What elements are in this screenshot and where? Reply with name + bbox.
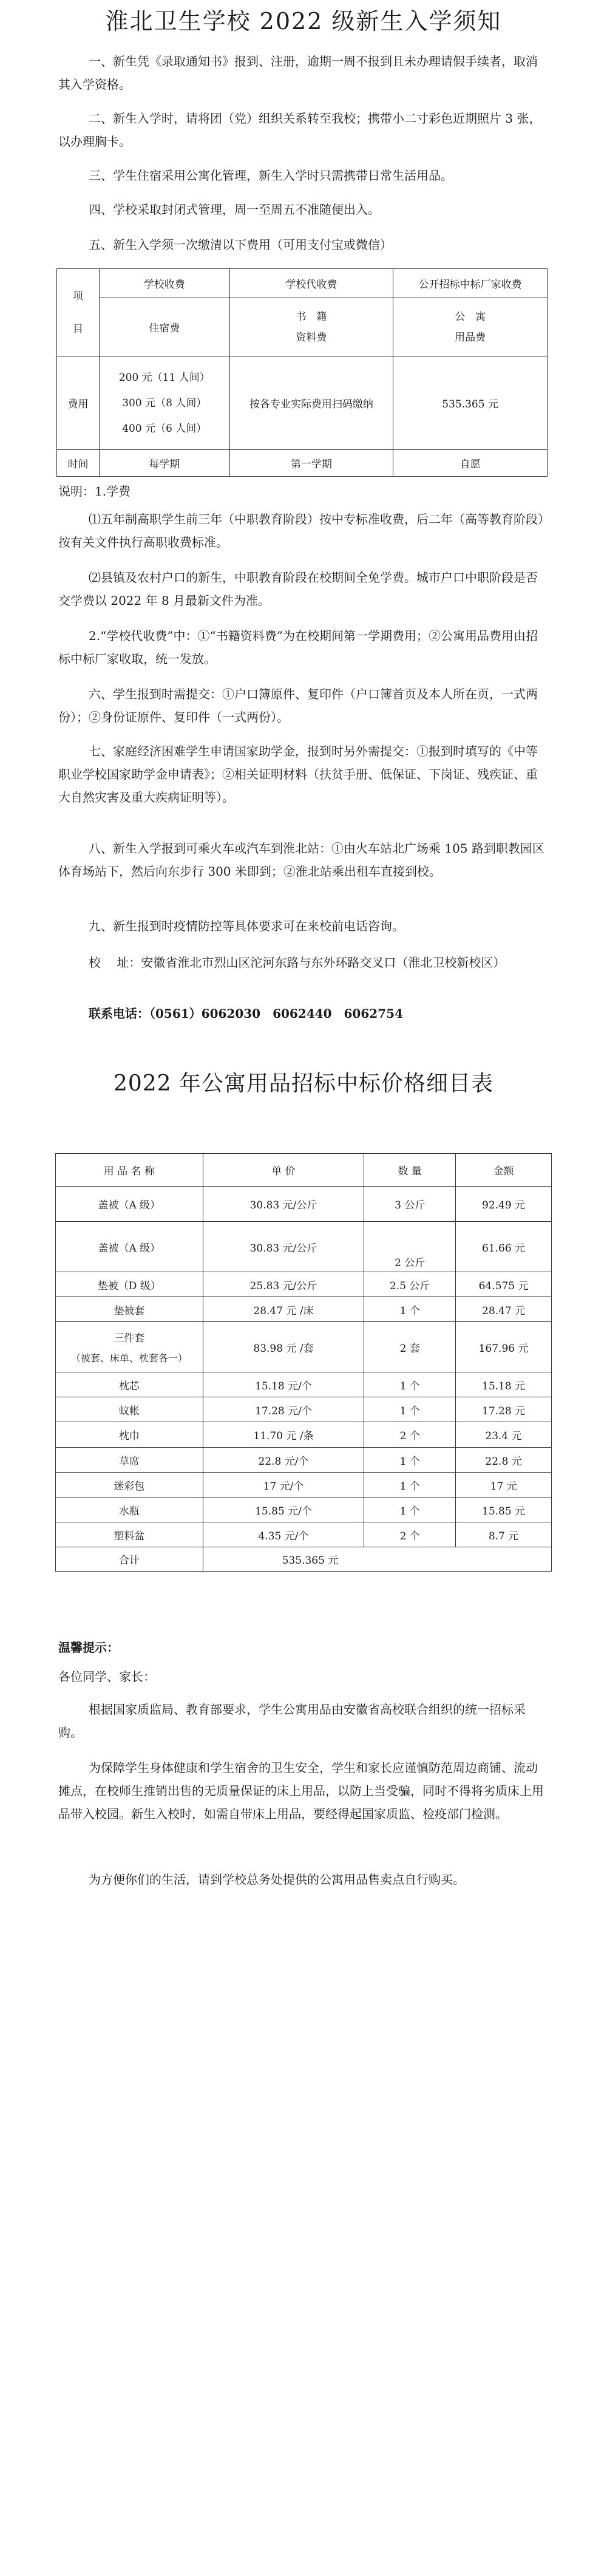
price-row-price: 4.35 元/个 [203,1522,364,1547]
price-row [56,1297,552,1322]
reminder-paragraph-1: 根据国家质监局、教育部要求，学生公寓用品由安徽省高校联合组织的统一招标采购。 [58,1702,526,1740]
price-row-name [56,1522,203,1547]
reminder-greeting: 各位同学、家长： [58,1669,155,1684]
fee-table-accommodation-fees [99,356,229,450]
price-row-qty: 1 个 [364,1448,456,1473]
price-row-qty: 1 个 [364,1498,456,1522]
price-header-amount: 金额 [456,1154,552,1187]
accommodation-fee-8: 300 元（8 人间） [122,397,207,409]
price-row-name [56,1372,203,1397]
accommodation-fee-11: 200 元（11 人间） [118,371,210,384]
price-row-price: 25.83 元/公斤 [203,1272,364,1297]
note-2: ⑵县镇及农村户口的新生，中职教育阶段在校期间全免学费。城市户口中职阶段是否交学费以 2022 年 8 月最新文件为准。 [58,570,538,608]
reminder-paragraph-3: 为方便你们的生活，请到学校总务处提供的公寓用品售卖点自行购买。 [89,1872,465,1887]
notice-item-1: 一、新生凭《录取通知书》报到、注册，逾期一周不报到且未办理请假手续者，取消其入学资格。 [58,54,538,92]
fee-table-tender-header: 公开招标中标厂家收费 [393,269,548,298]
note-3: 2.“学校代收费”中：①“书籍资料费”为在校期间第一学期费用；②公寓用品费用由招标中标厂家收取，统一发放。 [58,629,538,666]
notice-item-7: 七、家庭经济困难学生申请国家助学金，报到时另外需提交：①报到时填写的《中等职业学校国家助学金申请表》；②相关证明材料（扶贫手册、低保证、下岗证、残疾证、重大自然灾害及重大疾病证明等）。 [58,744,538,805]
price-row-price: 28.47 元 /床 [203,1297,364,1322]
fee-table-apartment-line2: 用品费 [455,331,486,344]
fee-table-books-line2: 资料费 [296,331,327,344]
price-row-qty: 2.5 公斤 [364,1272,456,1297]
price-row-name [56,1498,203,1522]
price-header-qty: 数 量 [364,1154,456,1187]
price-row-name [56,1422,203,1448]
price-list-title: 2022 年公寓用品招标中标价格细目表 [113,1071,494,1096]
price-row-name [56,1187,203,1222]
price-row-price: 22.8 元/个 [203,1448,364,1473]
price-row-amount: 61.66 元 [456,1222,552,1272]
price-row [56,1187,552,1222]
notice-title: 淮北卫生学校 2022 级新生入学须知 [105,8,502,35]
price-row-name-sub: （被套、床单、枕套各一） [70,1352,188,1364]
fee-table-books-fee: 按各专业实际费用扫码缴纳 [229,356,393,450]
price-row-amount: 28.47 元 [456,1297,552,1322]
price-row-price: 30.83 元/公斤 [203,1222,364,1272]
price-row-price: 17.28 元/个 [203,1397,364,1422]
school-address: 校 址：安徽省淮北市烈山区沱河东路与东外环路交叉口（淮北卫校新校区） [89,955,506,970]
price-row-qty: 2 个 [364,1422,456,1448]
price-row-name-main: 枕巾 [118,1430,140,1442]
price-row-amount: 167.96 元 [456,1322,552,1372]
price-row [56,1473,552,1498]
notice-item-4: 四、学校采取封闭式管理，周一至周五不准随便出入。 [89,202,380,217]
price-row-name-main: 蚊帐 [118,1405,140,1417]
price-row-name [56,1448,203,1473]
note-1: ⑴五年制高职学生前三年（中职教育阶段）按中专标准收费，后二年（高等教育阶段）按有关文件执行高职收费标准。 [58,512,544,550]
fee-table-fee-label: 费用 [57,356,100,450]
notes-heading: 说明：1.学费 [58,484,131,499]
price-row-amount: 92.49 元 [456,1187,552,1222]
fee-table-apartment-line1: 公 寓 [455,310,486,323]
contact-phone: 联系电话：（0561）6062030 6062440 6062754 [89,1006,403,1021]
price-row-name-main: 三件套 [114,1332,145,1344]
price-row-qty: 1 个 [364,1372,456,1397]
fee-table-books-line1: 书 籍 [296,310,327,323]
price-row-name-main: 垫被（D 级） [97,1279,161,1292]
fee-table-time-label: 时间 [57,450,100,477]
price-header-name: 用 品 名 称 [56,1154,203,1187]
price-row-amount: 17.28 元 [456,1397,552,1422]
price-row-qty: 1 个 [364,1397,456,1422]
price-row-name-main: 塑料盆 [114,1530,145,1542]
price-row-amount: 15.18 元 [456,1372,552,1397]
price-row-amount: 17 元 [456,1473,552,1498]
price-row-amount: 23.4 元 [456,1422,552,1448]
price-row-name-main: 盖被（A 级） [98,1242,161,1255]
price-header-price: 单 价 [203,1154,364,1187]
price-row-price: 30.83 元/公斤 [203,1187,364,1222]
price-row-price: 17 元/个 [203,1473,364,1498]
fee-table-time-agent: 第一学期 [229,450,393,477]
price-row-name [56,1297,203,1322]
fee-table-agent-header: 学校代收费 [229,269,393,298]
price-row [56,1222,552,1272]
price-row-qty: 2 公斤 [364,1222,456,1272]
reminder-paragraph-2: 为保障学生身体健康和学生宿舍的卫生安全，学生和家长应谨慎防范周边商铺、流动摊点，在校师生推销出售的无质量保证的床上用品，以防上当受骗，同时不得将劣质床上用品带入校园。新生入校时，如需自带床上用品，要经得起国家质监、检疫部门检测。 [58,1760,544,1821]
price-row [56,1422,552,1448]
price-row [56,1322,552,1372]
fee-table-accommodation: 住宿费 [99,298,229,356]
price-row [56,1522,552,1547]
price-row-qty: 3 公斤 [364,1187,456,1222]
accommodation-fee-6: 400 元（6 人间） [122,422,207,435]
price-row-name-main: 草席 [118,1455,140,1468]
price-row-qty: 1 个 [364,1297,456,1322]
price-row-amount: 64.575 元 [456,1272,552,1297]
price-row-name [56,1222,203,1272]
price-row-name-main: 迷彩包 [114,1480,145,1493]
fee-table [56,268,548,477]
price-row-name-main: 盖被（A 级） [98,1199,161,1211]
price-table [55,1153,552,1572]
notice-item-6: 六、学生报到时需提交：①户口簿原件、复印件（户口簿首页及本人所在页，一式两份）；②身份证原件、复印件（一式两份）。 [58,687,538,724]
notice-item-5: 五、新生入学须一次缴清以下费用（可用支付宝或微信） [89,237,392,252]
price-row-name-main: 垫被套 [114,1304,145,1317]
price-row [56,1272,552,1297]
notice-item-2: 二、新生入学时，请将团（党）组织关系转至我校；携带小二寸彩色近期照片 3 张，以办理胸卡。 [58,111,541,149]
notice-item-3: 三、学生住宿采用公寓化管理，新生入学时只需携带日常生活用品。 [89,168,453,183]
price-row-price: 15.18 元/个 [203,1372,364,1397]
price-total-value: 535.365 元 [203,1547,551,1572]
fee-table-books-cell [229,298,393,356]
fee-table-school-header: 学校收费 [99,269,229,298]
price-row-name [56,1322,203,1372]
notice-item-9: 九、新生报到时疫情防控等具体要求可在来校前电话咨询。 [89,919,404,933]
price-row-name [56,1397,203,1422]
price-table-body [56,1187,552,1547]
price-row-name [56,1272,203,1297]
price-row-name-main: 枕芯 [118,1380,140,1392]
price-row-amount: 8.7 元 [456,1522,552,1547]
price-row-amount: 22.8 元 [456,1448,552,1473]
price-row [56,1372,552,1397]
price-total-label: 合计 [56,1547,203,1572]
reminder-heading: 温馨提示： [58,1640,119,1655]
price-row [56,1397,552,1422]
price-row [56,1448,552,1473]
fee-table-apartment-fee: 535.365 元 [393,356,548,450]
price-row-name-main: 水瓶 [118,1505,140,1518]
price-row-amount: 15.85 元 [456,1498,552,1522]
price-row-qty: 2 套 [364,1322,456,1372]
fee-table-apartment-cell [393,298,548,356]
price-row [56,1498,552,1522]
notice-item-8: 八、新生入学报到可乘火车或汽车到淮北站：①由火车站北广场乘 105 路到职教园区体育场站下，然后向东步行 300 米即到；②淮北站乘出租车直接到校。 [58,841,544,879]
price-row-price: 83.98 元 /套 [203,1322,364,1372]
price-row-qty: 2 个 [364,1522,456,1547]
price-row-price: 15.85 元/个 [203,1498,364,1522]
price-row-name [56,1473,203,1498]
fee-table-time-school: 每学期 [99,450,229,477]
price-row-price: 11.70 元 /条 [203,1422,364,1448]
fee-table-item-label: 项 目 [57,269,100,356]
price-row-qty: 1 个 [364,1473,456,1498]
fee-table-time-tender: 自愿 [393,450,548,477]
